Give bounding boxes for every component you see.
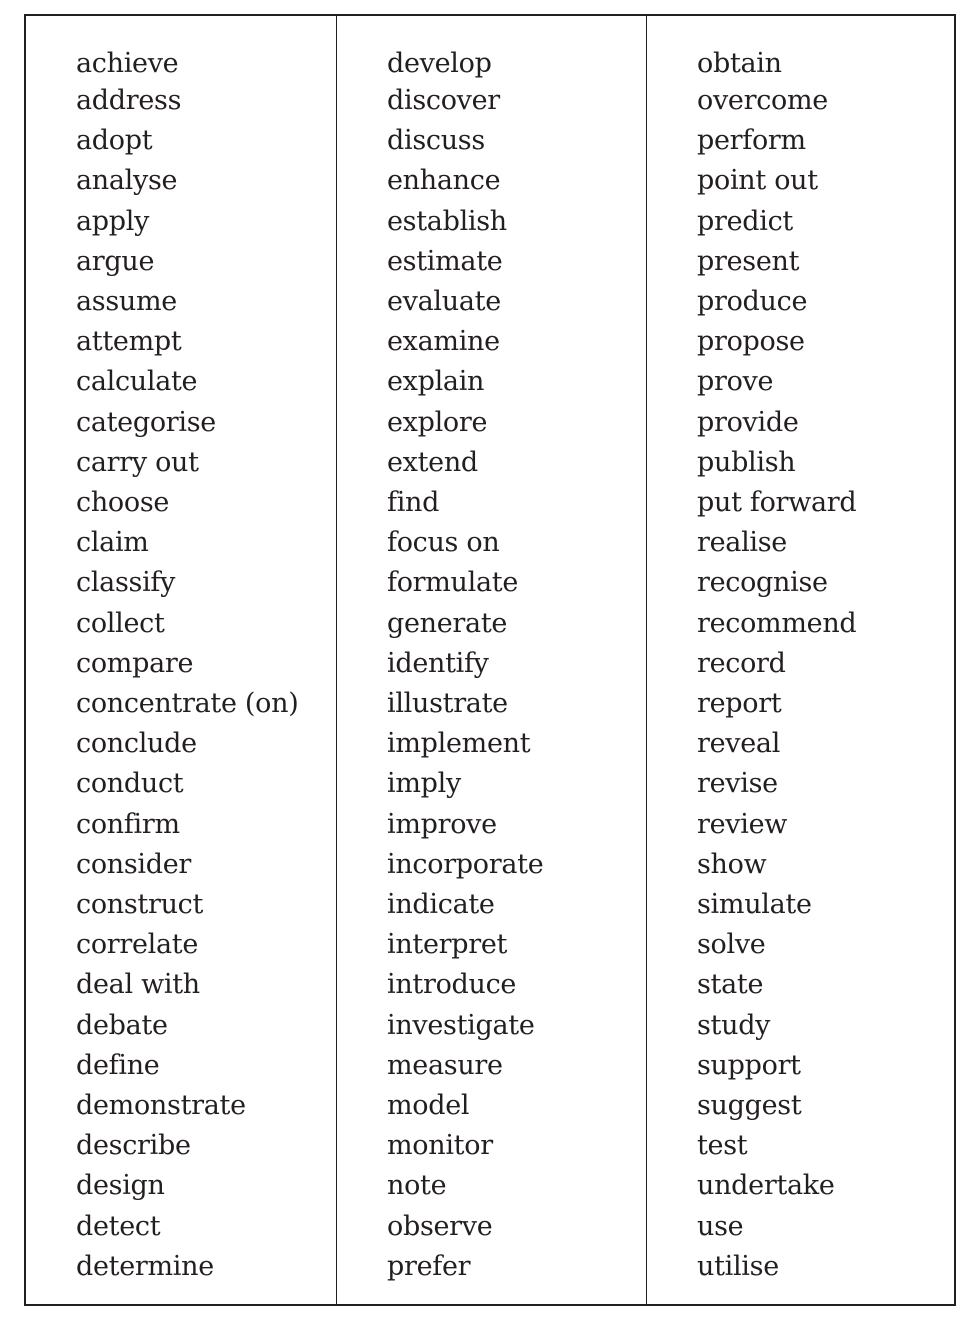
word-item: suggest [697, 1090, 802, 1122]
word-item: improve [387, 808, 497, 840]
word-item: revise [697, 768, 778, 800]
word-item: incorporate [387, 848, 544, 880]
word-item: implement [387, 728, 531, 760]
word-item: develop [387, 48, 492, 79]
word-item: indicate [387, 889, 495, 921]
word-item: support [697, 1049, 801, 1081]
word-item: design [76, 1170, 165, 1202]
word-item: define [76, 1049, 160, 1081]
word-item: address [76, 85, 182, 116]
word-item: achieve [76, 48, 179, 79]
word-item: estimate [387, 245, 503, 277]
word-item: present [697, 245, 800, 277]
word-item: undertake [697, 1170, 835, 1202]
word-item: discuss [387, 125, 485, 157]
word-item: classify [76, 567, 176, 599]
word-item: imply [387, 768, 461, 800]
word-item: report [697, 688, 782, 720]
word-item: point out [697, 165, 818, 197]
word-item: publish [697, 446, 796, 478]
word-item: concentrate (on) [76, 688, 299, 720]
word-item: prove [697, 366, 774, 398]
word-item: recognise [697, 567, 828, 599]
word-item: review [697, 808, 788, 840]
word-item: construct [76, 889, 204, 921]
word-item: measure [387, 1049, 503, 1081]
word-item: produce [697, 286, 808, 318]
word-item: examine [387, 326, 500, 358]
word-item: calculate [76, 366, 198, 398]
word-item: show [697, 848, 767, 880]
word-item: observe [387, 1210, 493, 1242]
word-item: evaluate [387, 286, 501, 318]
word-item: overcome [697, 85, 828, 116]
word-item: perform [697, 125, 806, 157]
word-item: demonstrate [76, 1090, 246, 1122]
word-item: recommend [697, 607, 857, 639]
word-item: attempt [76, 326, 182, 358]
word-item: model [387, 1090, 470, 1122]
word-item: interpret [387, 929, 508, 961]
word-item: choose [76, 487, 170, 519]
word-item: detect [76, 1210, 161, 1242]
word-item: reveal [697, 728, 781, 760]
word-item: generate [387, 607, 508, 639]
word-item: use [697, 1210, 744, 1242]
word-item: obtain [697, 48, 782, 79]
word-item: conduct [76, 768, 184, 800]
word-item: establish [387, 205, 507, 237]
word-item: solve [697, 929, 766, 961]
word-item: assume [76, 286, 177, 318]
word-item: record [697, 647, 786, 679]
word-item: collect [76, 607, 165, 639]
word-item: conclude [76, 728, 197, 760]
word-list [76, 46, 298, 1287]
word-item: extend [387, 446, 478, 478]
word-item: identify [387, 647, 489, 679]
word-item: monitor [387, 1130, 493, 1162]
word-item: realise [697, 527, 787, 559]
word-item: debate [76, 1009, 168, 1041]
word-column-2 [337, 16, 647, 1304]
word-item: determine [76, 1250, 214, 1282]
word-item: explore [387, 406, 488, 438]
word-item: provide [697, 406, 799, 438]
word-item: formulate [387, 567, 519, 599]
word-item: explain [387, 366, 485, 398]
word-item: study [697, 1009, 771, 1041]
word-item: put forward [697, 487, 857, 519]
word-item: deal with [76, 969, 200, 1001]
word-item: describe [76, 1130, 191, 1162]
word-item: introduce [387, 969, 517, 1001]
word-list [697, 46, 856, 1287]
word-item: focus on [387, 527, 500, 559]
word-item: predict [697, 205, 793, 237]
word-item: confirm [76, 808, 180, 840]
word-item: carry out [76, 446, 199, 478]
word-item: illustrate [387, 688, 508, 720]
word-item: consider [76, 848, 192, 880]
word-item: find [387, 487, 440, 519]
word-item: analyse [76, 165, 178, 197]
word-item: prefer [387, 1250, 471, 1282]
word-item: state [697, 969, 764, 1001]
word-item: argue [76, 245, 155, 277]
word-item: adopt [76, 125, 153, 157]
word-item: apply [76, 205, 150, 237]
word-item: discover [387, 85, 500, 116]
word-column-1 [26, 16, 337, 1304]
word-list [387, 46, 543, 1287]
word-item: simulate [697, 889, 812, 921]
word-item: investigate [387, 1009, 535, 1041]
word-item: utilise [697, 1250, 779, 1282]
word-item: enhance [387, 165, 501, 197]
word-item: propose [697, 326, 805, 358]
verb-word-table [24, 14, 956, 1306]
word-column-3 [647, 16, 954, 1304]
word-item: note [387, 1170, 447, 1202]
word-item: categorise [76, 406, 216, 438]
word-item: claim [76, 527, 149, 559]
word-item: correlate [76, 929, 199, 961]
word-item: compare [76, 647, 194, 679]
word-item: test [697, 1130, 748, 1162]
